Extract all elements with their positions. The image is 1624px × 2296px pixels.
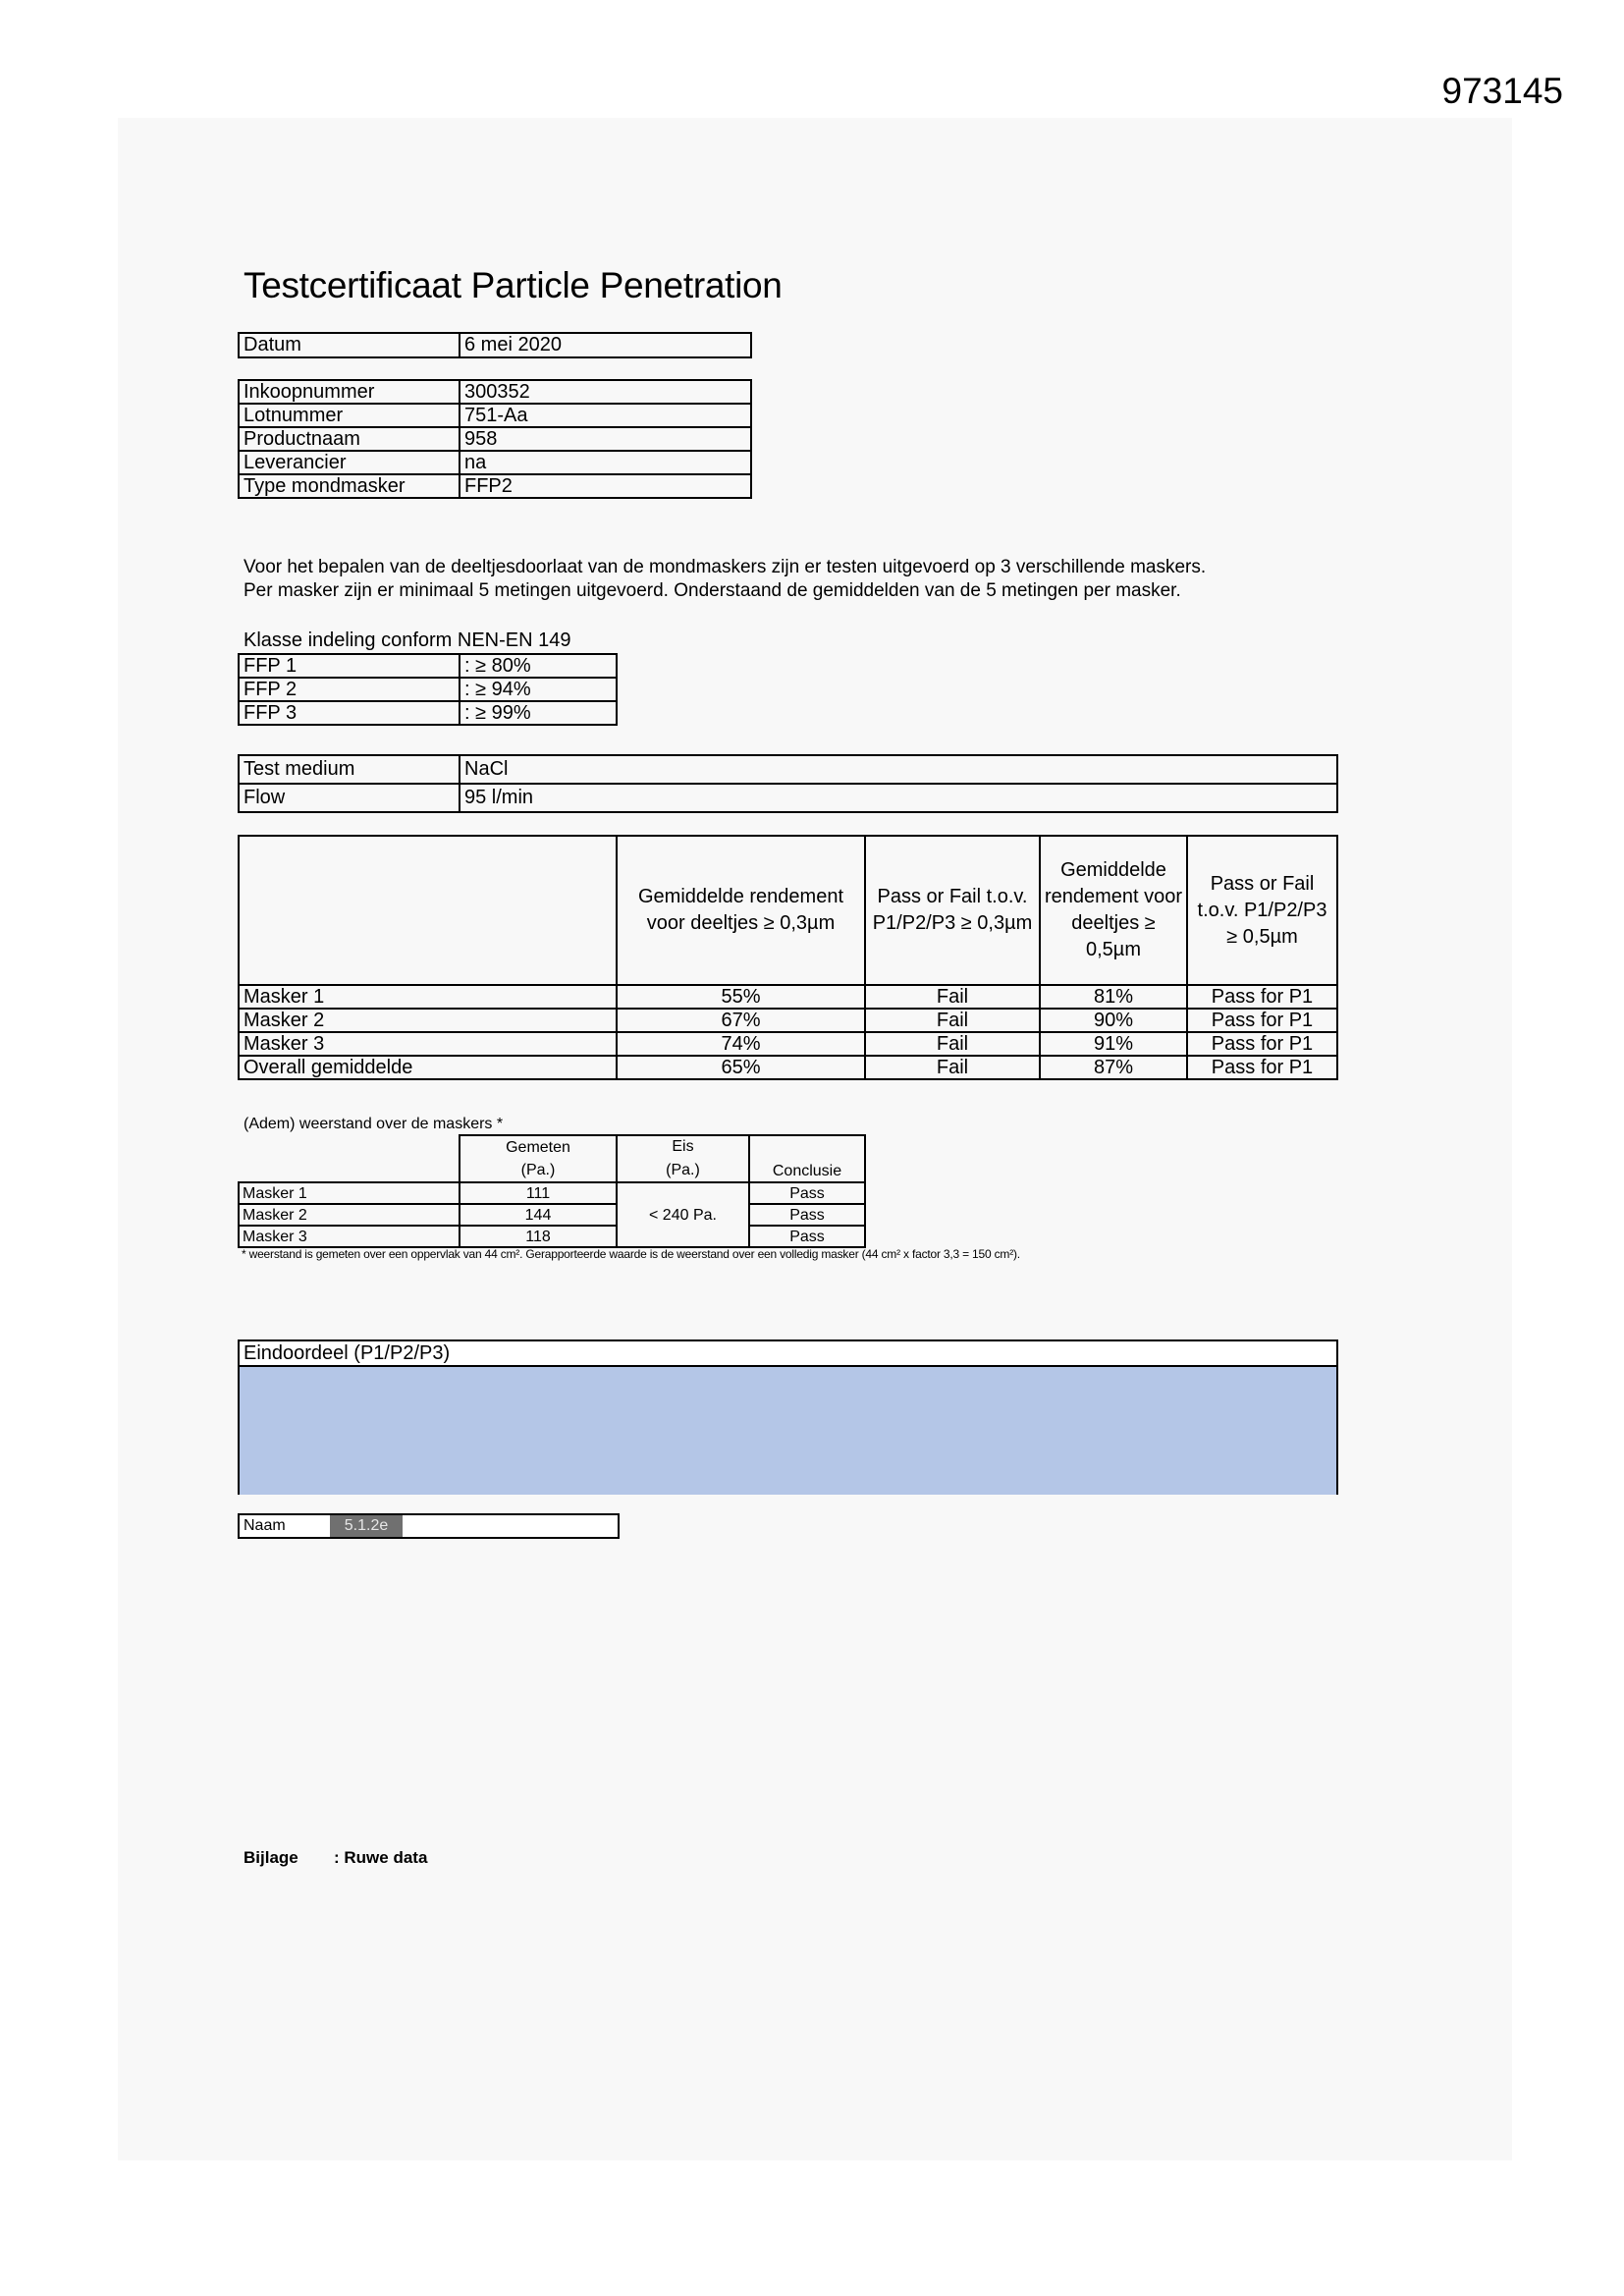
results-rendement-03: 65%: [617, 1056, 865, 1079]
results-row-label: Masker 1: [239, 985, 617, 1009]
document-number: 973145: [1441, 71, 1563, 111]
klasse-value: : ≥ 94%: [460, 678, 617, 701]
info-table: [238, 379, 752, 499]
adem-title: (Adem) weerstand over de maskers *: [244, 1116, 504, 1132]
adem-header-gemeten: Gemeten: [460, 1135, 617, 1159]
results-header-passfail-05: Pass or Fail t.o.v. P1/P2/P3 ≥ 0,5µm: [1187, 836, 1337, 985]
results-rendement-05: 90%: [1040, 1009, 1187, 1032]
klasse-table: [238, 653, 618, 726]
adem-header-row-1: [239, 1135, 865, 1159]
info-label: Lotnummer: [239, 404, 460, 427]
datum-row: [239, 333, 751, 357]
eindoordeel-box: [238, 1339, 1338, 1495]
bijlage-value: : Ruwe data: [334, 1848, 428, 1867]
adem-header-eis: Eis: [617, 1135, 749, 1159]
results-row-label: Masker 3: [239, 1032, 617, 1056]
test-medium-table: [238, 754, 1338, 813]
adem-header-gemeten-unit: (Pa.): [460, 1159, 617, 1182]
naam-redaction-block: 5.1.2e: [330, 1515, 403, 1537]
info-label: Inkoopnummer: [239, 380, 460, 404]
adem-table: [238, 1134, 866, 1248]
info-row: [239, 474, 751, 498]
naam-label: Naam: [244, 1517, 286, 1534]
adem-gemeten: 144: [460, 1204, 617, 1226]
info-label: Type mondmasker: [239, 474, 460, 498]
test-medium-value: NaCl: [460, 755, 1337, 784]
adem-footnote: * weerstand is gemeten over een oppervlak van 44 cm². Gerapporteerde waarde is de weerstand over een volledig masker (44 cm² x factor 3,3 = 150 cm²).: [242, 1247, 1020, 1261]
results-row: [239, 985, 1337, 1009]
results-header-empty: [239, 836, 617, 985]
datum-label: Datum: [239, 333, 460, 357]
results-row: [239, 1056, 1337, 1079]
results-passfail-03: Fail: [865, 1056, 1040, 1079]
results-passfail-03: Fail: [865, 1009, 1040, 1032]
adem-header-conclusie: Conclusie: [749, 1135, 865, 1182]
results-rendement-05: 87%: [1040, 1056, 1187, 1079]
klasse-value: : ≥ 80%: [460, 654, 617, 678]
flow-label: Flow: [239, 784, 460, 812]
results-passfail-03: Fail: [865, 985, 1040, 1009]
results-passfail-05: Pass for P1: [1187, 985, 1337, 1009]
results-table: [238, 835, 1338, 1080]
results-header-rendement-05: Gemiddelde rendement voor deeltjes ≥ 0,5µm: [1040, 836, 1187, 985]
results-rendement-03: 74%: [617, 1032, 865, 1056]
eindoordeel-label: Eindoordeel (P1/P2/P3): [240, 1341, 1336, 1367]
adem-conclusie: Pass: [749, 1182, 865, 1204]
info-row: [239, 427, 751, 451]
bijlage: [244, 1848, 427, 1868]
klasse-label: FFP 1: [239, 654, 460, 678]
adem-gemeten: 111: [460, 1182, 617, 1204]
info-row: [239, 451, 751, 474]
intro-line-2: Per masker zijn er minimaal 5 metingen uitgevoerd. Onderstaand de gemiddelden van de 5 metingen per masker.: [244, 580, 1181, 601]
results-passfail-05: Pass for P1: [1187, 1009, 1337, 1032]
naam-field: [238, 1513, 620, 1539]
results-row: [239, 1009, 1337, 1032]
info-value: 300352: [460, 380, 751, 404]
klasse-row: [239, 654, 617, 678]
klasse-label: FFP 2: [239, 678, 460, 701]
results-rendement-05: 91%: [1040, 1032, 1187, 1056]
eindoordeel-field: [240, 1367, 1336, 1495]
results-passfail-05: Pass for P1: [1187, 1032, 1337, 1056]
adem-row: [239, 1182, 865, 1204]
datum-value: 6 mei 2020: [460, 333, 751, 357]
test-medium-row: [239, 755, 1337, 784]
adem-header-empty: [239, 1159, 460, 1182]
adem-row: [239, 1204, 865, 1226]
adem-row: [239, 1226, 865, 1247]
results-passfail-03: Fail: [865, 1032, 1040, 1056]
info-value: 751-Aa: [460, 404, 751, 427]
info-value: 958: [460, 427, 751, 451]
results-rendement-03: 55%: [617, 985, 865, 1009]
adem-row-label: Masker 2: [239, 1204, 460, 1226]
results-passfail-05: Pass for P1: [1187, 1056, 1337, 1079]
klasse-row: [239, 701, 617, 725]
klasse-value: : ≥ 99%: [460, 701, 617, 725]
klasse-label: FFP 3: [239, 701, 460, 725]
intro-text: [244, 556, 1206, 603]
adem-gemeten: 118: [460, 1226, 617, 1247]
results-row-label: Overall gemiddelde: [239, 1056, 617, 1079]
flow-row: [239, 784, 1337, 812]
adem-row-label: Masker 3: [239, 1226, 460, 1247]
datum-table: [238, 332, 752, 358]
results-header-passfail-03: Pass or Fail t.o.v. P1/P2/P3 ≥ 0,3µm: [865, 836, 1040, 985]
info-label: Leverancier: [239, 451, 460, 474]
page-title: Testcertificaat Particle Penetration: [244, 265, 783, 305]
adem-conclusie: Pass: [749, 1226, 865, 1247]
results-header-row: [239, 836, 1337, 985]
info-row: [239, 404, 751, 427]
results-rendement-03: 67%: [617, 1009, 865, 1032]
results-header-rendement-03: Gemiddelde rendement voor deeltjes ≥ 0,3µm: [617, 836, 865, 985]
adem-header-eis-unit: (Pa.): [617, 1159, 749, 1182]
test-medium-label: Test medium: [239, 755, 460, 784]
results-rendement-05: 81%: [1040, 985, 1187, 1009]
adem-row-label: Masker 1: [239, 1182, 460, 1204]
info-label: Productnaam: [239, 427, 460, 451]
klasse-row: [239, 678, 617, 701]
adem-conclusie: Pass: [749, 1204, 865, 1226]
adem-eis-value: < 240 Pa.: [617, 1182, 749, 1247]
results-row: [239, 1032, 1337, 1056]
intro-line-1: Voor het bepalen van de deeltjesdoorlaat van de mondmaskers zijn er testen uitgevoerd op 3 verschillende maskers.: [244, 557, 1207, 577]
info-value: FFP2: [460, 474, 751, 498]
bijlage-label: Bijlage: [244, 1848, 298, 1867]
results-row-label: Masker 2: [239, 1009, 617, 1032]
adem-header-empty: [239, 1135, 460, 1159]
info-value: na: [460, 451, 751, 474]
info-row: [239, 380, 751, 404]
klasse-title: Klasse indeling conform NEN-EN 149: [244, 629, 571, 651]
flow-value: 95 l/min: [460, 784, 1337, 812]
